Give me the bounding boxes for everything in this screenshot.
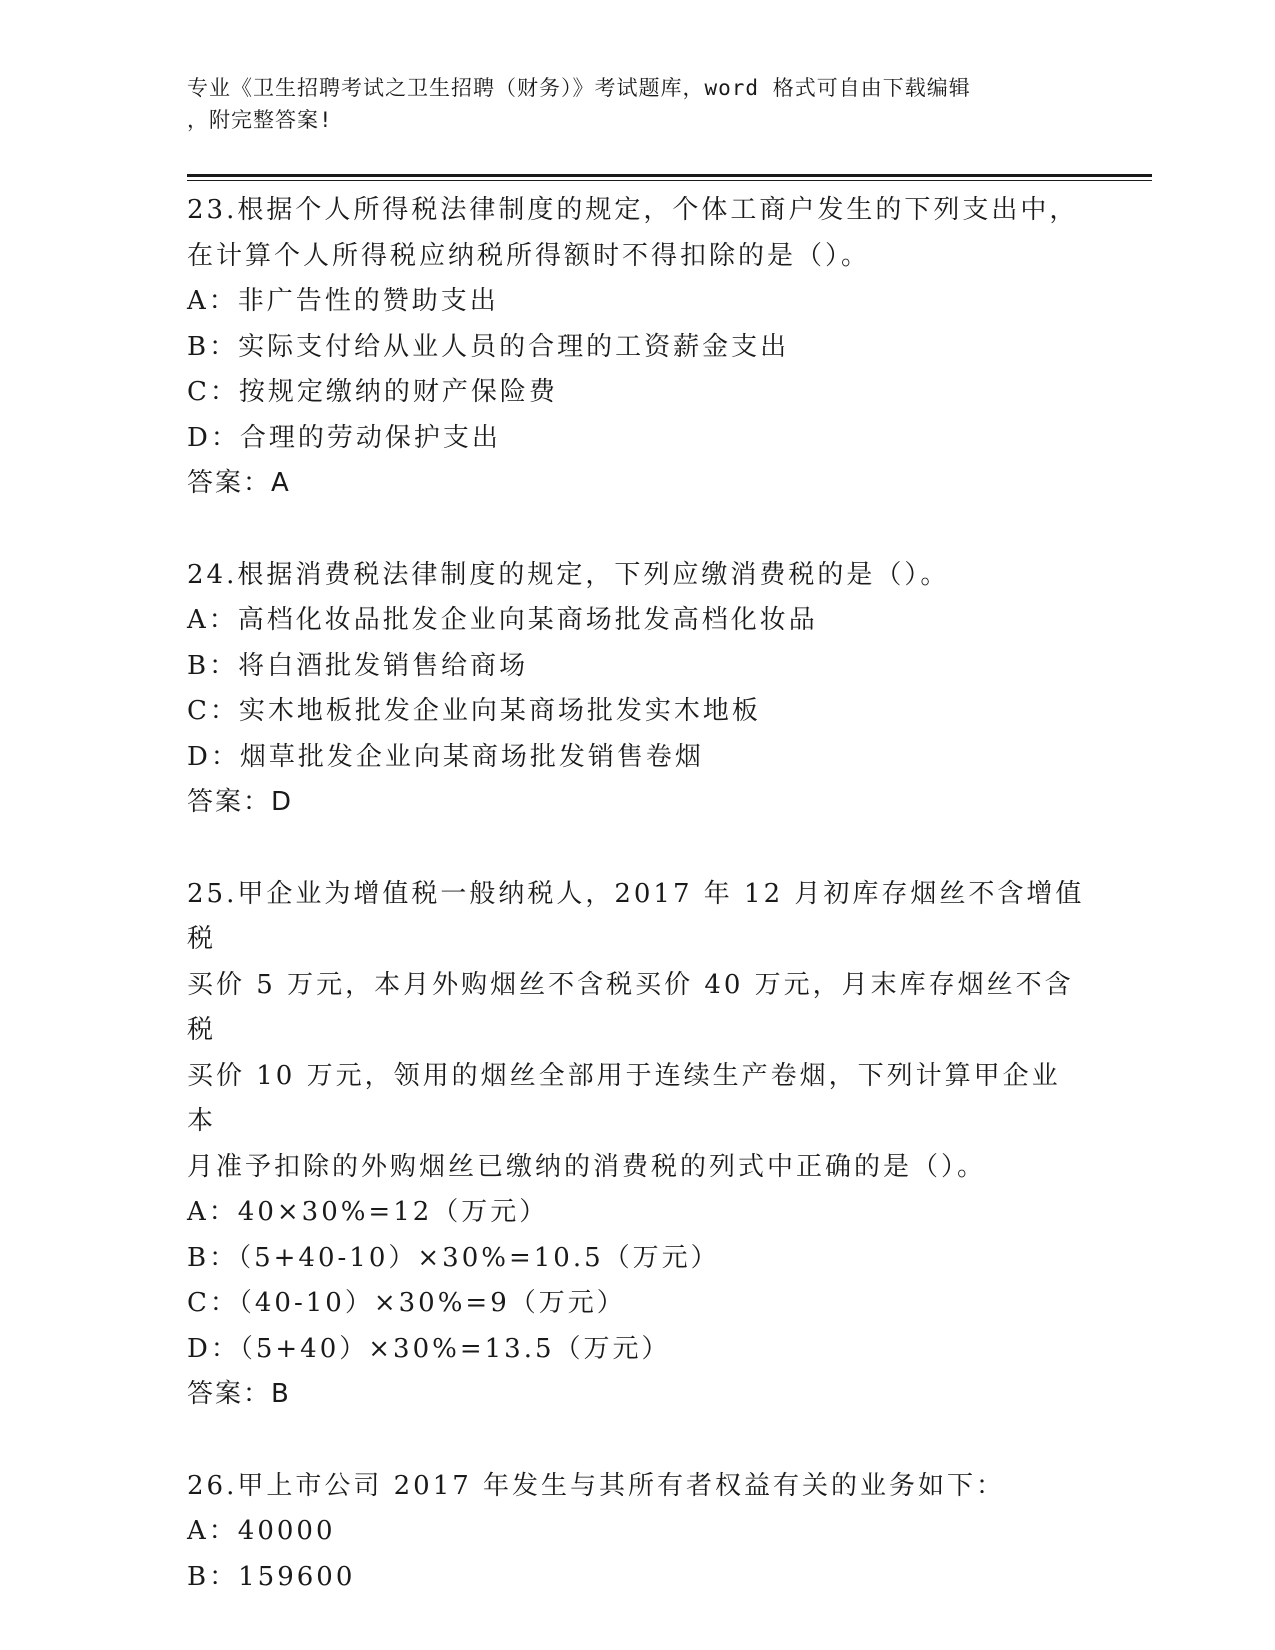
question-stem-line: 26.甲上市公司 2017 年发生与其所有者权益有关的业务如下： [187, 1470, 1006, 1501]
question-26 [187, 1464, 1087, 1601]
question-24 [187, 553, 1087, 826]
document-header [187, 72, 1067, 136]
answer-line: 答案：B [187, 1379, 291, 1409]
option-b: B：实际支付给从业人员的合理的工资薪金支出 [187, 331, 790, 362]
question-stem-line: 买价 5 万元，本月外购烟丝不含税买价 40 万元，月末库存烟丝不含税 [187, 969, 1074, 1045]
header-line-2: ，附完整答案! [187, 108, 333, 132]
option-b: B：（5+40-10）×30%=10.5（万元） [187, 1242, 720, 1273]
header-line-1: 专业《卫生招聘考试之卫生招聘（财务）》考试题库，word 格式可自由下载编辑 [187, 76, 971, 100]
question-23 [187, 188, 1087, 507]
question-25 [187, 872, 1087, 1418]
option-d: D：烟草批发企业向某商场批发销售卷烟 [187, 741, 704, 772]
option-a: A：非广告性的赞助支出 [187, 286, 499, 316]
option-a: A：高档化妆品批发企业向某商场批发高档化妆品 [187, 605, 818, 635]
answer-line: 答案：A [187, 468, 291, 498]
option-c: C：实木地板批发企业向某商场批发实木地板 [187, 696, 761, 726]
option-d: D：合理的劳动保护支出 [187, 422, 501, 453]
question-stem-line: 25.甲企业为增值税一般纳税人，2017 年 12 月初库存烟丝不含增值税 [187, 878, 1085, 954]
header-divider-thin [187, 180, 1152, 181]
option-a: A：40000 [187, 1516, 336, 1546]
answer-line: 答案：D [187, 787, 294, 817]
question-stem-line: 月准予扣除的外购烟丝已缴纳的消费税的列式中正确的是（）。 [187, 1151, 987, 1182]
question-stem-line: 23.根据个人所得税法律制度的规定，个体工商户发生的下列支出中， [187, 195, 1079, 225]
question-spacer [187, 826, 1087, 872]
question-stem-line: 在计算个人所得税应纳税所得额时不得扣除的是（）。 [187, 240, 871, 271]
question-spacer [187, 1418, 1087, 1464]
option-d: D：（5+40）×30%=13.5（万元） [187, 1333, 671, 1364]
question-stem-line: 买价 10 万元，领用的烟丝全部用于连续生产卷烟，下列计算甲企业本 [187, 1060, 1061, 1136]
option-c: C：按规定缴纳的财产保险费 [187, 377, 558, 407]
option-b: B：将白酒批发销售给商场 [187, 650, 529, 681]
question-list [187, 188, 1087, 1600]
option-a: A：40×30%=12（万元） [187, 1197, 549, 1227]
question-stem-line: 24.根据消费税法律制度的规定，下列应缴消费税的是（）。 [187, 559, 950, 590]
option-b: B：159600 [187, 1561, 356, 1592]
question-spacer [187, 507, 1087, 553]
header-divider-thick [187, 174, 1152, 177]
option-c: C：（40-10）×30%=9（万元） [187, 1288, 626, 1318]
